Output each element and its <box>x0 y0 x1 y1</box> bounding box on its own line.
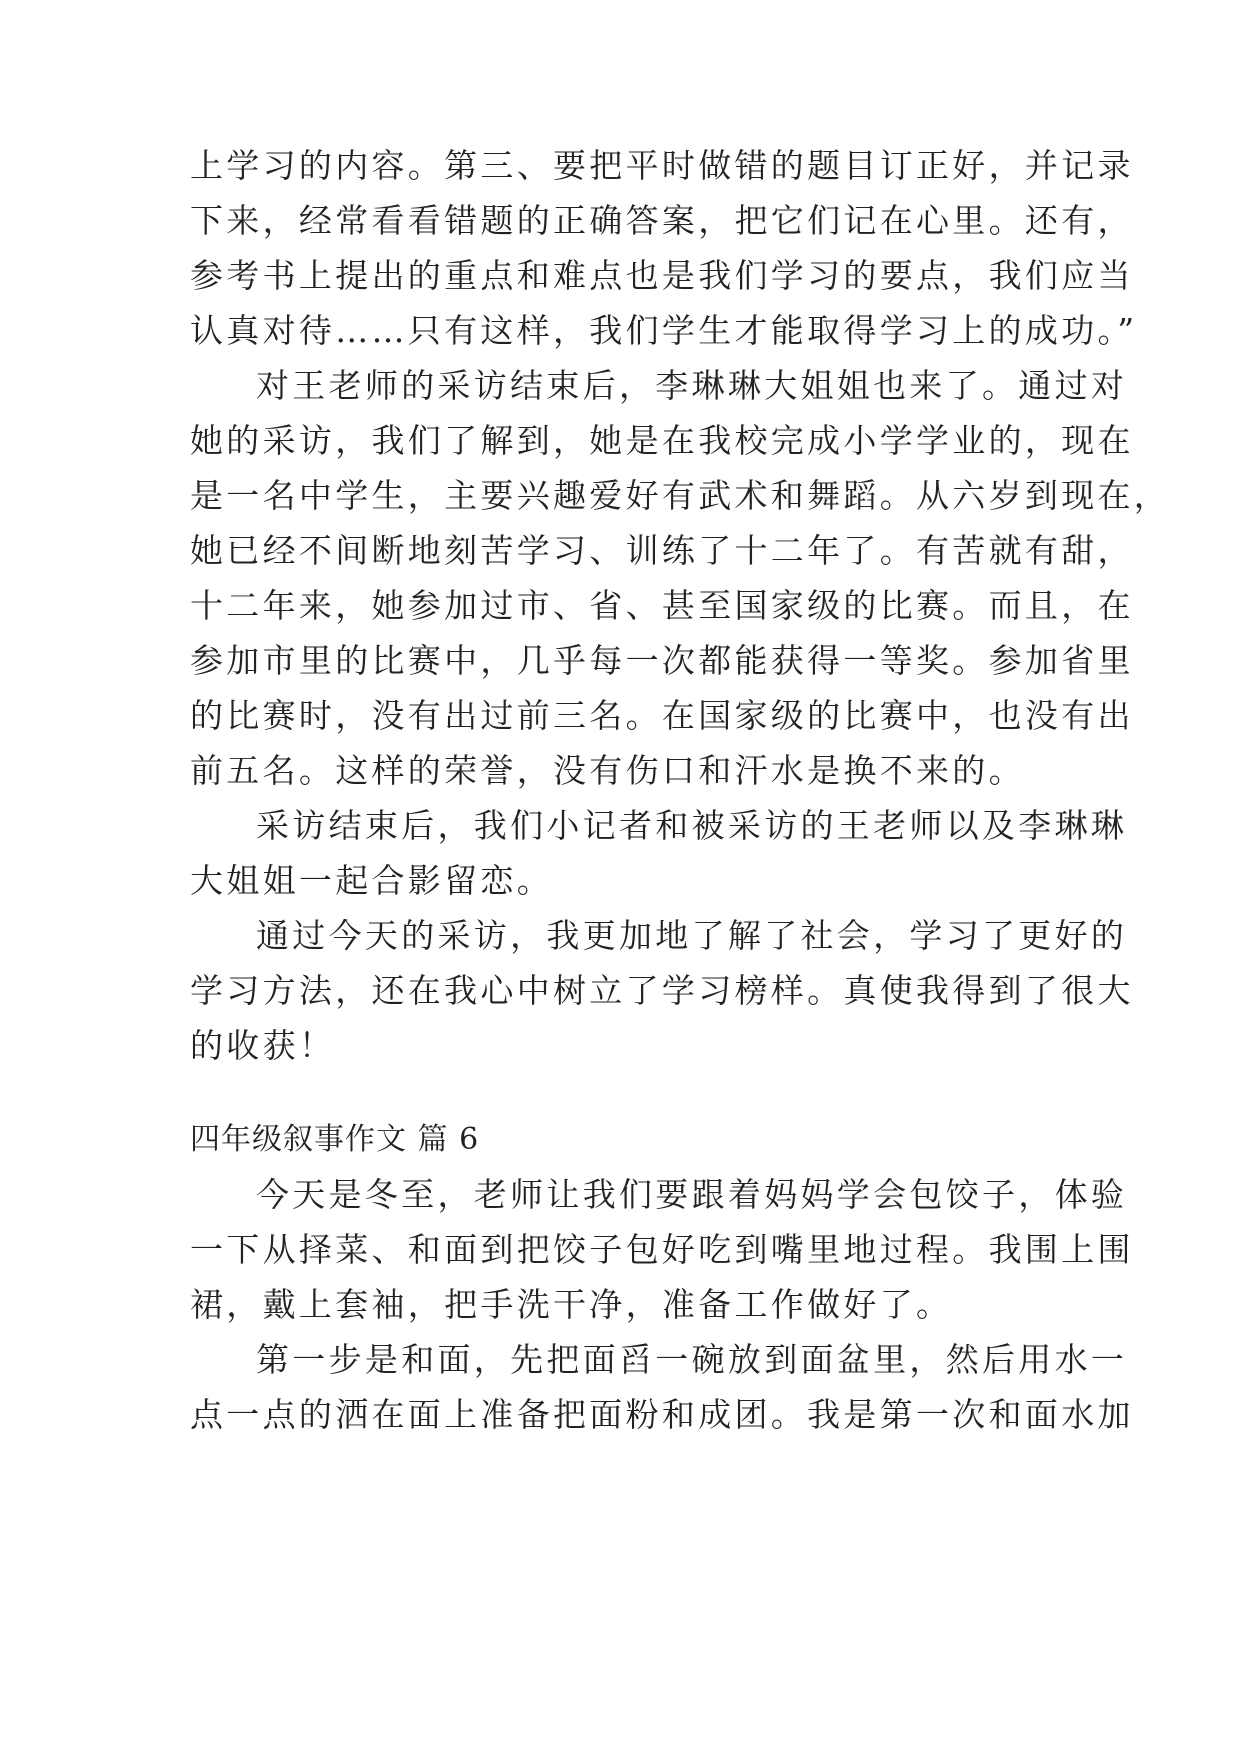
paragraph-line: 一下从择菜、和面到把饺子包好吃到嘴里地过程。我围上围 <box>190 1230 1134 1269</box>
paragraph-line: 认真对待……只有这样，我们学生才能取得学习上的成功。” <box>190 311 1138 350</box>
paragraph-line: 学习方法，还在我心中树立了学习榜样。真使我得到了很大 <box>190 971 1134 1010</box>
paragraph-line: 裙，戴上套袖，把手洗干净，准备工作做好了。 <box>190 1285 953 1324</box>
paragraph-line: 大姐姐一起合影留恋。 <box>190 861 553 900</box>
paragraph-line: 第一步是和面，先把面舀一碗放到面盆里，然后用水一 <box>256 1340 1128 1379</box>
paragraph-line: 点一点的洒在面上准备把面粉和成团。我是第一次和面水加 <box>190 1395 1134 1434</box>
paragraph-line: 通过今天的采访，我更加地了解了社会，学习了更好的 <box>256 916 1128 955</box>
paragraph-line: 对王老师的采访结束后，李琳琳大姐姐也来了。通过对 <box>256 366 1128 405</box>
paragraph-line: 她的采访，我们了解到，她是在我校完成小学学业的，现在 <box>190 421 1134 460</box>
paragraph-line: 上学习的内容。第三、要把平时做错的题目订正好，并记录 <box>190 146 1134 185</box>
paragraph-line: 参加市里的比赛中，几乎每一次都能获得一等奖。参加省里 <box>190 641 1134 680</box>
paragraph-line: 今天是冬至，老师让我们要跟着妈妈学会包饺子，体验 <box>256 1175 1128 1214</box>
section-heading: 四年级叙事作文 篇 6 <box>190 1122 480 1157</box>
paragraph-line: 的比赛时，没有出过前三名。在国家级的比赛中，也没有出 <box>190 696 1134 735</box>
paragraph-line: 的收获！ <box>190 1026 336 1065</box>
paragraph-line: 前五名。这样的荣誉，没有伤口和汗水是换不来的。 <box>190 751 1025 790</box>
paragraph-line: 是一名中学生，主要兴趣爱好有武术和舞蹈。从六岁到现在， <box>190 476 1171 515</box>
paragraph-line: 她已经不间断地刻苦学习、训练了十二年了。有苦就有甜， <box>190 531 1134 570</box>
paragraph-line: 采访结束后，我们小记者和被采访的王老师以及李琳琳 <box>256 806 1128 845</box>
paragraph-line: 参考书上提出的重点和难点也是我们学习的要点，我们应当 <box>190 256 1134 295</box>
paragraph-line: 下来，经常看看错题的正确答案，把它们记在心里。还有， <box>190 201 1134 240</box>
paragraph-line: 十二年来，她参加过市、省、甚至国家级的比赛。而且，在 <box>190 586 1134 625</box>
